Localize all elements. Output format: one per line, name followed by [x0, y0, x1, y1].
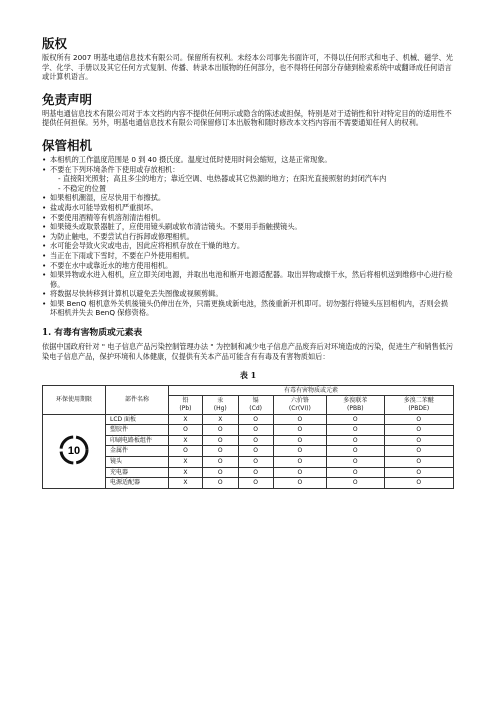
- care-item: • 为防止触电，不要尝试自行拆卸或修理相机。: [42, 232, 454, 242]
- substance-value-cell: O: [238, 457, 273, 468]
- care-item: • 水可能会导致火灾或电击，因此应将相机存放在干燥的地方。: [42, 241, 454, 251]
- substance-value-cell: O: [327, 457, 385, 468]
- substance-value-cell: O: [238, 446, 273, 457]
- care-item: • 如果异物或水进入相机，应立即关闭电源，并取出电池和断开电源适配器。取出异物或擦干水，然后将相机送到维修中心进行检修。: [42, 270, 454, 289]
- substance-header: [384, 396, 453, 414]
- substance-symbol: (PBDE): [408, 405, 430, 413]
- table-row: [43, 414, 454, 425]
- substance-value-cell: O: [238, 435, 273, 446]
- disclaimer-section: [42, 92, 454, 128]
- hazard-table-body: [43, 414, 454, 488]
- substance-symbol: (PBB): [347, 405, 364, 413]
- substance-symbol: (Cr(VI)): [288, 405, 311, 413]
- substance-value-cell: O: [384, 435, 453, 446]
- part-name-cell: 镜头: [106, 457, 169, 468]
- copyright-text: 版权所有 2007 明基电通信息技术有限公司。保留所有权利。未经本公司事先书面许可，不得以任何形式和电子、机械、磁学、光学、化学、手册以及其它任何方式复制、传播、转录本出版物的任何部分，也不得将任何部分存储到检索系统中或翻译成任何语言或计算机语言。: [42, 53, 453, 82]
- disclaimer-text: 明基电通信息技术有限公司对于本文档的内容不提供任何明示或隐含的陈述或担保，特别是对于适销性和针对特定目的的适用性不提供任何担保。另外，明基电通信息技术有限公司保留修订本出版物和随时修改本文档内容而不需要通知任何人的权利。: [42, 108, 452, 128]
- care-item: • 盐或海水可能导致相机严重损坏。: [42, 203, 454, 213]
- substance-name: 多溴联苯: [343, 397, 368, 405]
- care-title: 保管相机: [42, 137, 93, 153]
- care-item: • 如果 BenQ 相机意外关机後镜头仍伸出在外，只需更换成新电池，然後重新开机即可。切勿强行将镜头压回相机内，否则会损坏相机并失去 BenQ 保修资格。: [42, 299, 454, 318]
- substance-value-cell: O: [384, 467, 453, 478]
- part-name-cell: 塑胶件: [106, 425, 169, 436]
- substance-symbol: (Cd): [249, 405, 262, 413]
- env-period-logo: [43, 414, 106, 488]
- care-item: • 不要使用酒精等有机溶剂清洁相机。: [42, 213, 454, 223]
- care-item: • 本相机的工作温度范围是 0 到 40 摄氏度。温度过低时使用时间会缩短，这是正常现象。: [42, 155, 454, 165]
- care-item: • 当正在下雨或下雪时，不要在户外使用相机。: [42, 251, 454, 261]
- substance-value-cell: O: [327, 414, 385, 425]
- substance-header: [169, 396, 203, 414]
- copyright-title: 版权: [42, 36, 68, 51]
- substance-value-cell: O: [327, 425, 385, 436]
- part-name-cell: 金属件: [106, 446, 169, 457]
- substance-value-cell: O: [384, 425, 453, 436]
- substance-value-cell: O: [238, 414, 273, 425]
- care-item: • 如果相机潮湿，应尽快用干布擦拭。: [42, 193, 454, 203]
- substance-value-cell: O: [384, 457, 453, 468]
- hazard-intro: 依据中国政府针对 " 电子信息产品污染控制管理办法 " 为控制和减少电子信息产品废弃后对环境造成的污染，促进生产和销售低污染电子信息产品，保护环境和人体健康，仅提供有关本产品可能含有有毒及有害物质如后：: [42, 342, 454, 361]
- substance-value-cell: X: [169, 457, 203, 468]
- substance-value-cell: O: [384, 414, 453, 425]
- substance-value-cell: O: [273, 414, 326, 425]
- substance-value-cell: O: [202, 467, 238, 478]
- substance-value-cell: O: [327, 478, 385, 489]
- substance-name: 铅: [182, 397, 189, 405]
- substance-header: [273, 396, 326, 414]
- substance-value-cell: O: [202, 425, 238, 436]
- substance-value-cell: O: [273, 467, 326, 478]
- substance-header: [238, 396, 273, 414]
- substance-value-cell: O: [384, 446, 453, 457]
- care-item: • 如果镜头或取景器脏了，应使用镜头刷或软布清洁镜头。不要用手指触摸镜头。: [42, 222, 454, 232]
- substance-value-cell: O: [273, 457, 326, 468]
- copyright-section: [42, 36, 454, 82]
- substance-value-cell: O: [238, 478, 273, 489]
- substance-value-cell: O: [202, 446, 238, 457]
- substance-value-cell: O: [202, 435, 238, 446]
- header-substance-group: 有毒有害物质或元素: [169, 385, 454, 396]
- hazard-title: 1. 有毒有害物质或元素表: [42, 328, 143, 339]
- care-item-text: 不要在下列环境条件下使用或存放相机：: [50, 164, 180, 174]
- care-list: [42, 155, 454, 318]
- substance-value-cell: O: [384, 478, 453, 489]
- substance-value-cell: O: [273, 446, 326, 457]
- substance-symbol: (Pb): [179, 405, 192, 413]
- recycle-period-icon: [59, 435, 89, 465]
- substance-value-cell: O: [273, 435, 326, 446]
- disclaimer-title: 免责声明: [42, 91, 93, 107]
- care-item: • 将数据尽快转移到计算机以避免丢失图像或视频剪辑。: [42, 289, 454, 299]
- part-name-cell: 电源适配器: [106, 478, 169, 489]
- document-page: [42, 36, 454, 489]
- header-env-period: 环保使用期限: [43, 385, 106, 414]
- care-section: [42, 138, 454, 318]
- care-subitem: - 不稳定的位置: [58, 183, 107, 193]
- table-caption: 表 1: [239, 370, 257, 381]
- logo-number: 10: [67, 444, 81, 457]
- hazard-section: [42, 328, 454, 489]
- substance-header: [327, 396, 385, 414]
- substance-value-cell: O: [273, 425, 326, 436]
- care-sublist: [50, 174, 454, 193]
- part-name-cell: 印刷电路板组件: [106, 435, 169, 446]
- substance-value-cell: X: [202, 414, 238, 425]
- substance-name: 汞: [217, 397, 224, 405]
- hazard-table: [42, 385, 454, 489]
- part-name-cell: 充电器: [106, 467, 169, 478]
- substance-value-cell: O: [327, 467, 385, 478]
- substance-name: 六价铬: [290, 397, 309, 405]
- part-name-cell: LCD 面板: [106, 414, 169, 425]
- substance-value-cell: O: [273, 478, 326, 489]
- substance-value-cell: X: [169, 467, 203, 478]
- substance-value-cell: O: [238, 425, 273, 436]
- substance-value-cell: O: [169, 425, 203, 436]
- substance-name: 镉: [252, 397, 259, 405]
- substance-value-cell: O: [202, 478, 238, 489]
- substance-value-cell: O: [169, 446, 203, 457]
- substance-value-cell: O: [202, 457, 238, 468]
- substance-header: [202, 396, 238, 414]
- substance-value-cell: X: [169, 414, 203, 425]
- substance-symbol: (Hg): [213, 405, 227, 413]
- substance-name: 多溴二苯醚: [403, 397, 434, 405]
- substance-value-cell: O: [238, 467, 273, 478]
- care-item-environment: [42, 165, 454, 194]
- care-item: • 不要在水中或靠近水的地方使用相机。: [42, 261, 454, 271]
- substance-value-cell: O: [327, 435, 385, 446]
- care-subitem: - 直接阳光照射；高且多尘的地方；靠近空调、电热器或其它热源的地方；在阳光直接照射的封闭汽车内: [58, 174, 387, 184]
- substance-value-cell: X: [169, 435, 203, 446]
- header-part-name: 部件名称: [106, 385, 169, 414]
- substance-value-cell: X: [169, 478, 203, 489]
- substance-value-cell: O: [327, 446, 385, 457]
